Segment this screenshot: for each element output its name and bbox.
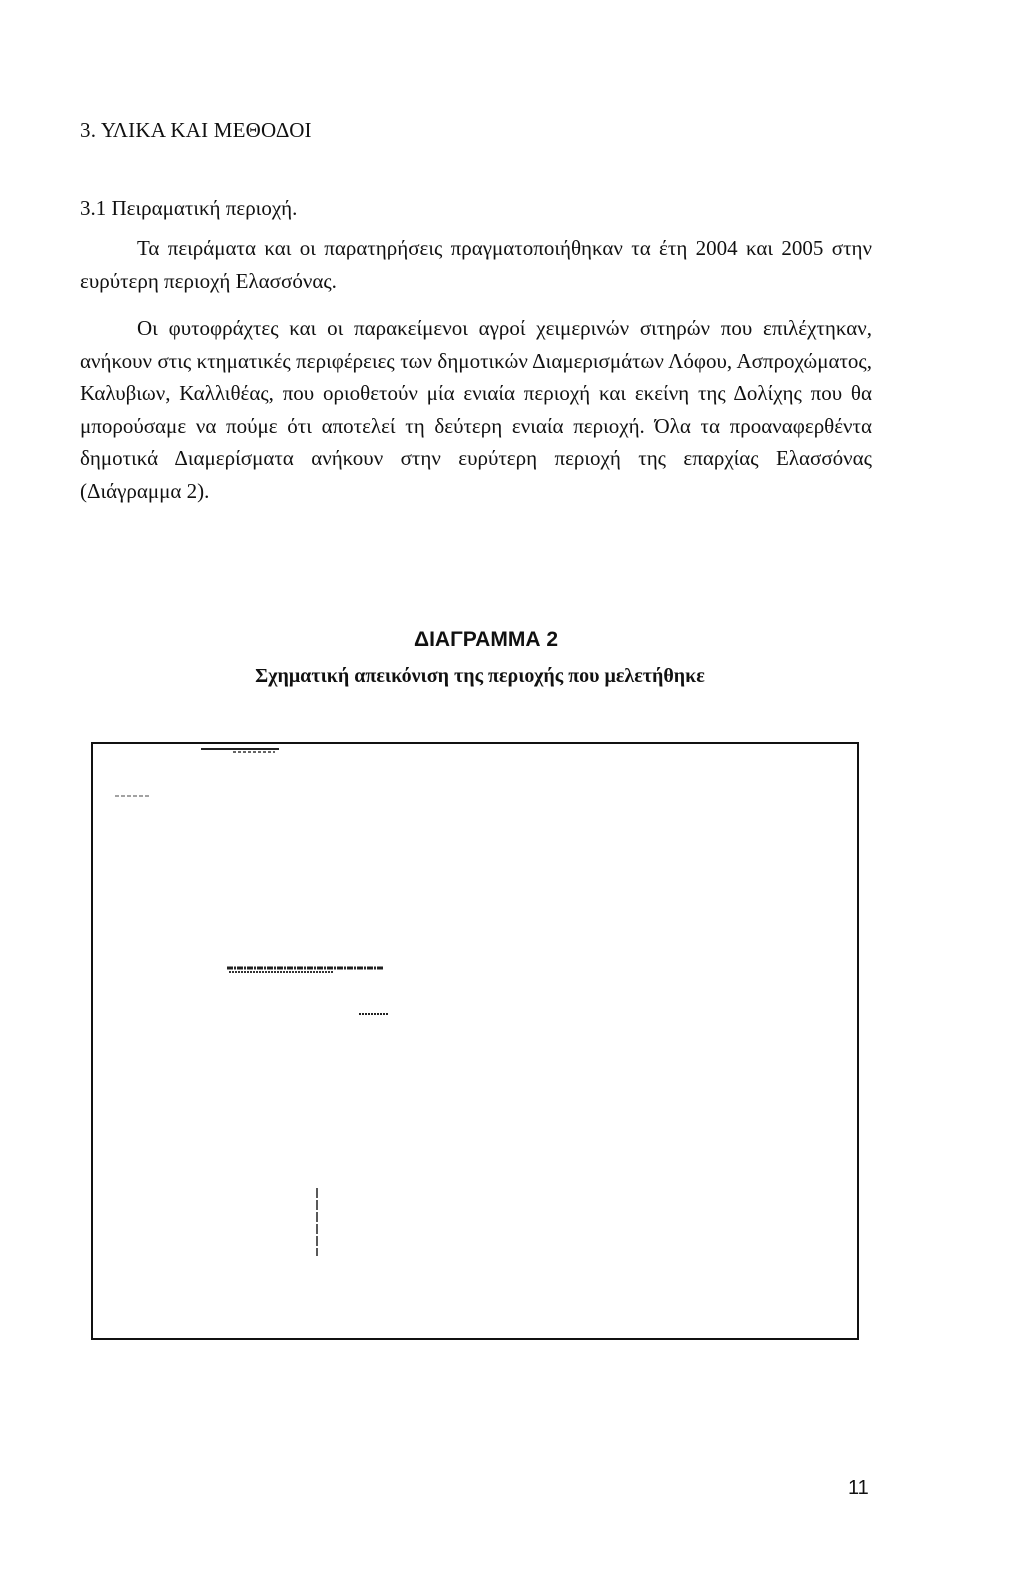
map-frame [91, 742, 859, 1340]
diagram-title: ΔΙΑΓΡΑΜΜΑ 2 [414, 628, 558, 651]
section-title: 3. ΥΛΙΚΑ ΚΑΙ ΜΕΘΟΔΟΙ [80, 118, 312, 142]
diagram-caption: Σχηματική απεικόνιση της περιοχής που μελετήθηκε [255, 665, 705, 687]
page-number: 11 [848, 1477, 869, 1499]
paragraph-2: Οι φυτοφράχτες και οι παρακείμενοι αγροί χειμερινών σιτηρών που επιλέχτηκαν, ανήκουν στις κτηματικές περιφέρειες των δημοτικών Διαμερισμάτων Λόφου, Ασπροχώματος, Καλυβιων, Καλλιθέας, που οριοθετούν μία ενιαία περιοχή και εκείνη της Δολίχης που θα μπορούσαμε να πούμε ότι αποτελεί τη δεύτερη ενιαία περιοχή. Όλα τα προαναφερθέντα δημοτικά Διαμερίσματα ανήκουν στην ευρύτερη περιοχή της επαρχίας Ελασσόνας (Διάγραμμα 2). [80, 316, 872, 503]
paragraph-1: Τα πειράματα και οι παρατηρήσεις πραγματοποιήθηκαν τα έτη 2004 και 2005 στην ευρύτερη περιοχή Ελασσόνας. [80, 236, 872, 293]
map-faded-marks [93, 744, 857, 1338]
subsection-title: 3.1 Πειραματική περιοχή. [80, 196, 298, 220]
